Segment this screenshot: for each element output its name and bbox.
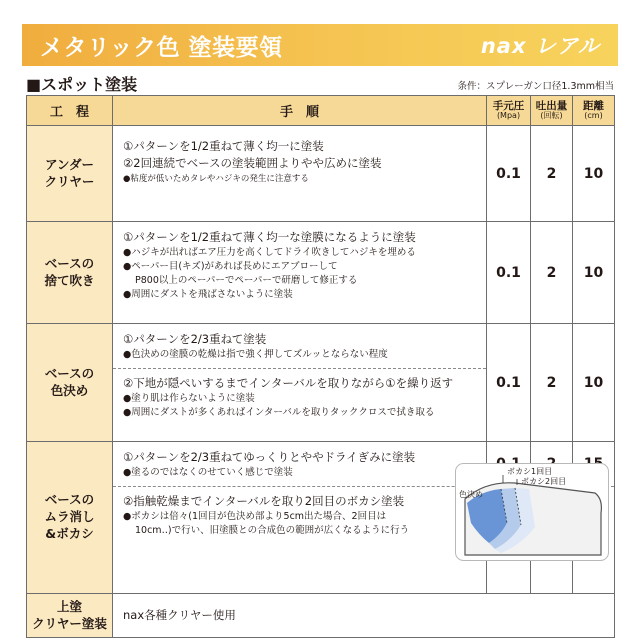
step-note: ●周囲にダストが多くあればインターバルを取りタッククロスで拭き取る <box>123 407 435 419</box>
step-note: ●色決めの塗膜の乾燥は指で強く押してズルッとならない程度 <box>123 349 388 361</box>
table-row <box>27 222 615 324</box>
step-note: P800以上のペーパーでペーパーで研磨して修正する <box>135 274 358 286</box>
step-main: ①パターンを2/3重ねてゆっくりとややドライぎみに塗装 <box>123 450 416 464</box>
step-note: 10cm‥)で行い、旧塗膜との合成色の範囲が広くなるように行う <box>135 525 410 537</box>
header-process: 工 程 <box>27 96 113 126</box>
label-bokashi2: ボカシ2回目 <box>521 477 567 486</box>
procedure-cell <box>113 442 487 594</box>
step-note: ●塗り肌は作らないように塗装 <box>123 393 255 405</box>
process-cell: ベースの 色決め <box>27 324 113 442</box>
title-banner <box>22 24 618 66</box>
procedure-cell <box>113 324 487 442</box>
distance-value: 10 <box>573 126 615 222</box>
brand-logo: nax レアル <box>480 34 600 58</box>
section-title: ■スポット塗装 <box>26 75 138 94</box>
step-main: ①パターンを1/2重ねて薄く均一な塗膜になるように塗装 <box>123 230 416 244</box>
table-row <box>27 594 615 638</box>
header-output: 吐出量 (回転) <box>531 96 573 126</box>
label-bokashi1: ボカシ1回目 <box>507 467 553 476</box>
process-cell: アンダー クリヤー <box>27 126 113 222</box>
step-main: ①パターンを1/2重ねて薄く均一に塗装 <box>123 139 324 153</box>
header-distance: 距離 (cm) <box>573 96 615 126</box>
procedure-cell <box>113 222 487 324</box>
table-row <box>27 324 615 442</box>
spray-condition: 条件：スプレーガン口径1.3mm相当 <box>457 81 614 92</box>
step-note: ●ハジキが出ればエア圧力を高くしてドライ吹きしてハジキを埋める <box>123 247 416 259</box>
bokashi-diagram <box>455 463 609 561</box>
distance-value: 10 <box>573 324 615 442</box>
pressure-value: 0.1 <box>487 222 531 324</box>
step-note: ●ペーパー目(キズ)があれば長めにエアブローして <box>123 261 338 273</box>
step-main: ①パターンを2/3重ねて塗装 <box>123 332 267 346</box>
label-color: 色決め <box>459 490 483 499</box>
banner-title: メタリック色 塗装要領 <box>40 34 283 61</box>
header-procedure: 手 順 <box>113 96 487 126</box>
process-cell: ベースの ムラ消し &ボカシ <box>27 442 113 594</box>
step-main: ②指触乾燥までインターバルを取り2回目のボカシ塗装 <box>123 494 405 509</box>
process-cell: 上塗 クリヤー塗装 <box>27 594 113 638</box>
dashed-divider <box>113 368 486 369</box>
step-note: ●周囲にダストを飛ばさないように塗装 <box>123 288 293 300</box>
step-note: ●塗るのではなくのせていく感じで塗装 <box>123 467 293 479</box>
output-value: 2 <box>531 126 573 222</box>
procedure-cell <box>113 594 615 638</box>
step-main: ②下地が隠ぺいするまでインターバルを取りながら①を繰り返す <box>123 376 454 391</box>
distance-value: 10 <box>573 222 615 324</box>
table-header-row <box>27 96 615 126</box>
output-value: 2 <box>531 324 573 442</box>
step-note: ●ボカシは倍々(1回目が色決め部より5cm出た場合、2回目は <box>123 511 387 523</box>
process-cell: ベースの 捨て吹き <box>27 222 113 324</box>
output-value: 2 <box>531 222 573 324</box>
pressure-value: 0.1 <box>487 324 531 442</box>
header-pressure: 手元圧 (Mpa) <box>487 96 531 126</box>
procedure-cell <box>113 126 487 222</box>
pressure-value: 0.1 <box>487 126 531 222</box>
step-main: ②2回連続でベースの塗装範囲よりやや広めに塗装 <box>123 156 382 171</box>
step-main: nax各種クリヤー使用 <box>123 607 236 622</box>
step-note: ●粘度が低いためタレやハジキの発生に注意する <box>123 173 309 184</box>
table-row <box>27 126 615 222</box>
